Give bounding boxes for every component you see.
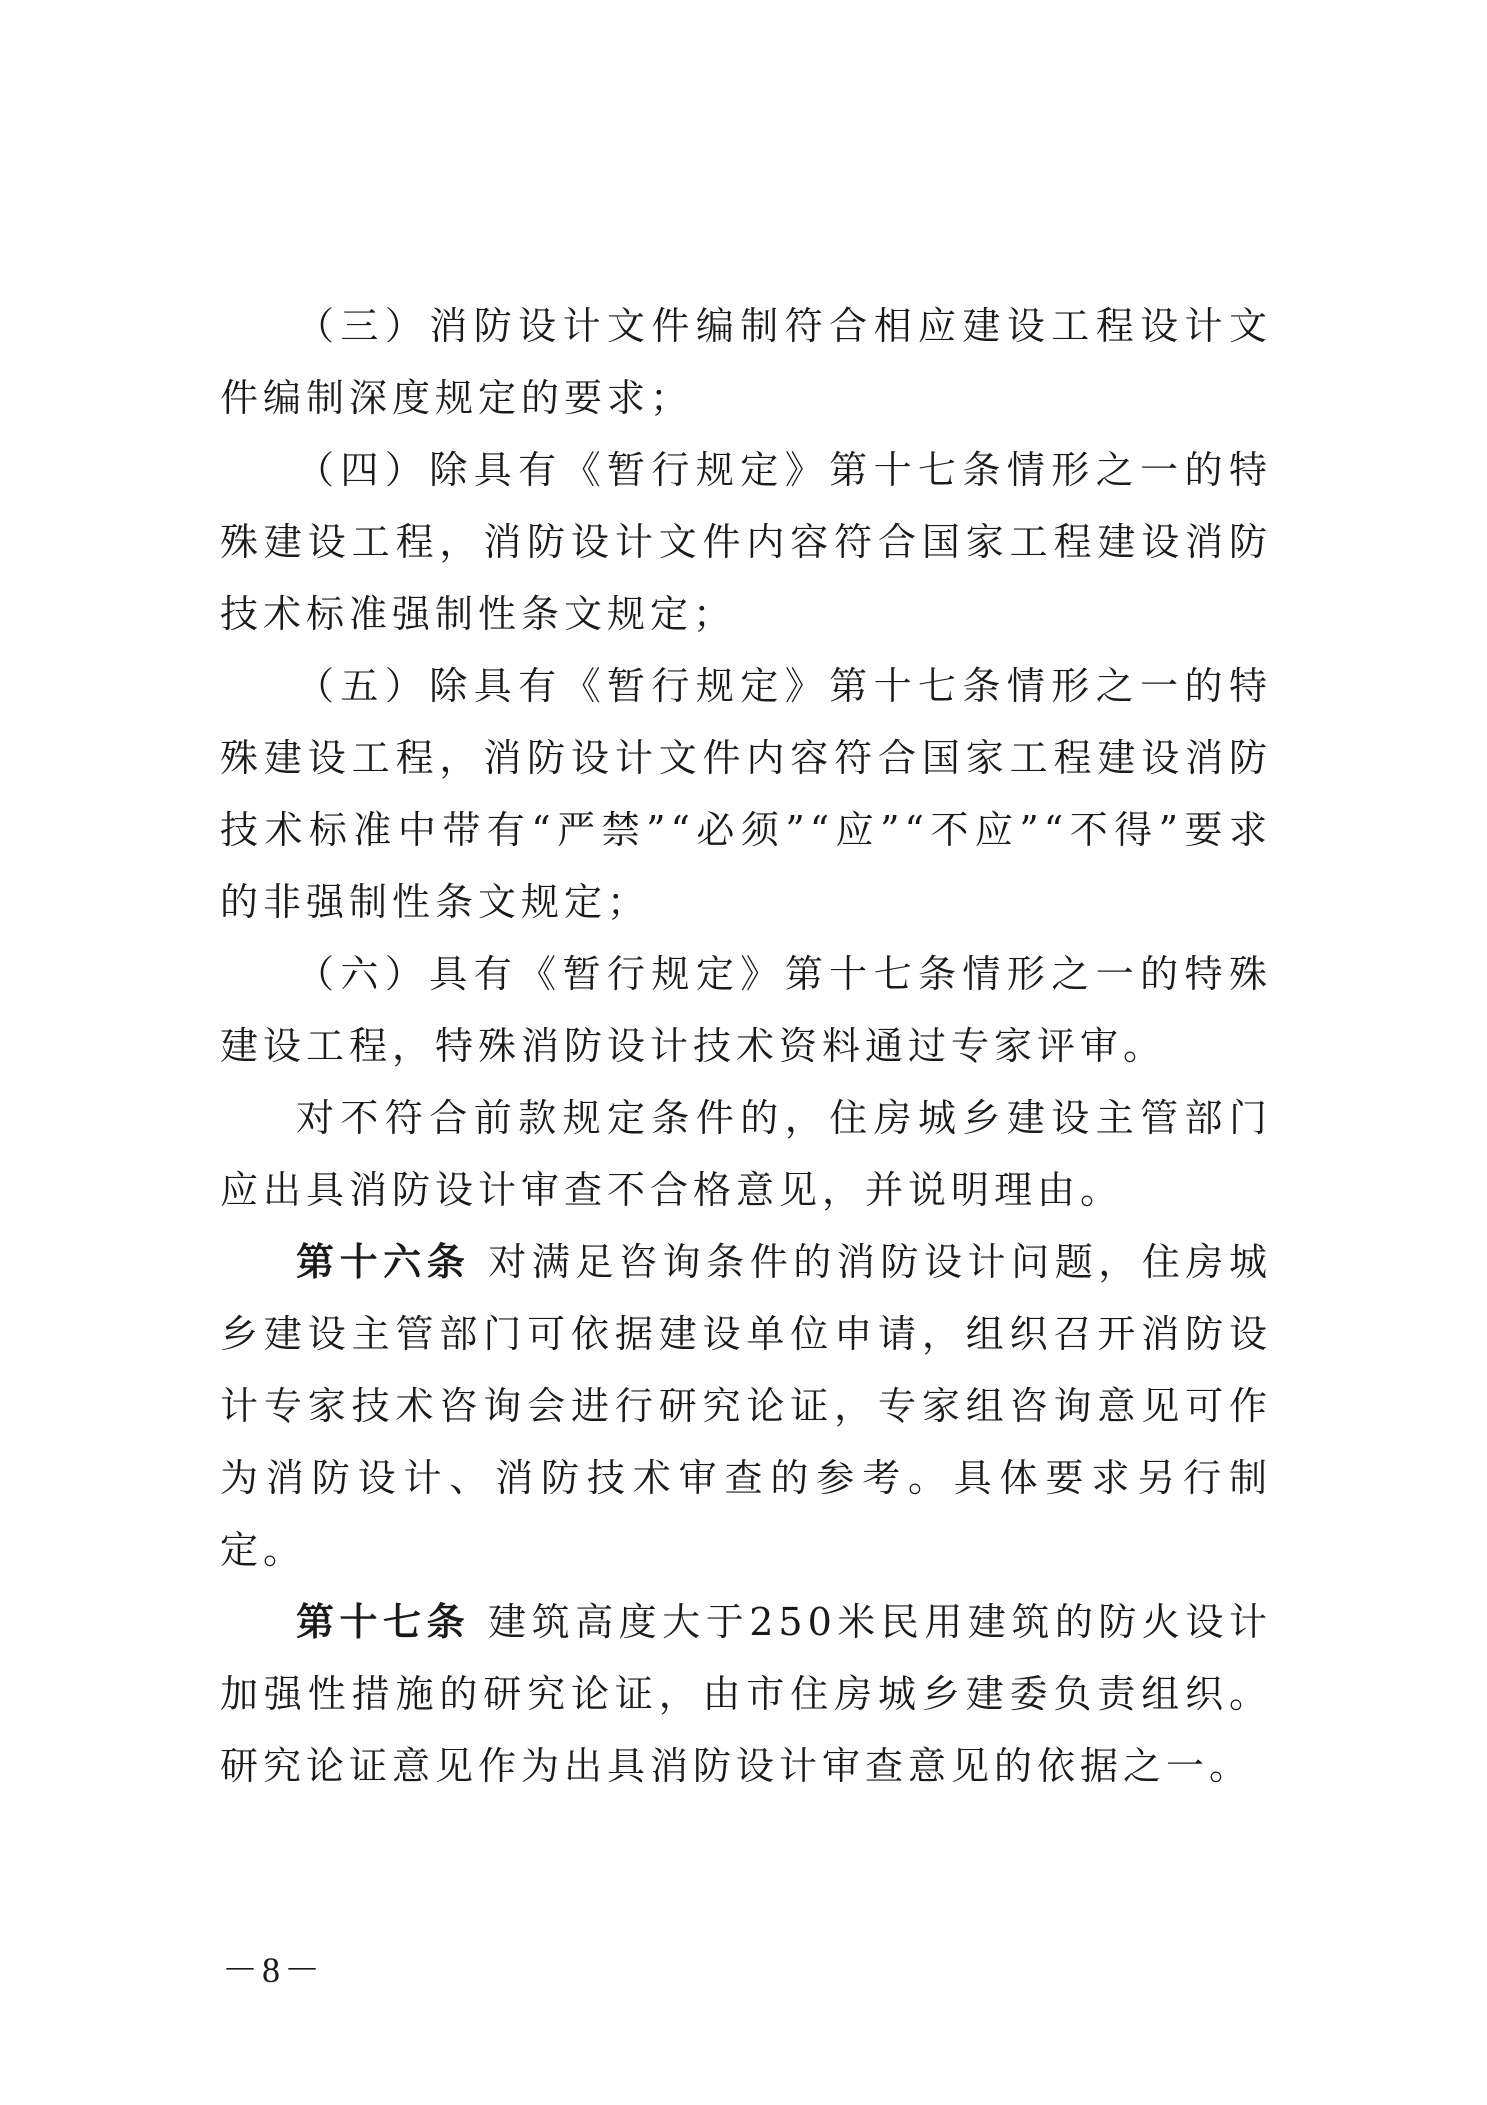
paragraph-item-6 [220,938,1272,1082]
paragraph-item-3 [220,290,1272,434]
paragraph-text: （三）消防设计文件编制符合相应建设工程设计文件编制深度规定的要求； [220,304,1272,420]
paragraph-text: （五）除具有《暂行规定》第十七条情形之一的特殊建设工程，消防设计文件内容符合国家工程建设消防技术标准中带有“严禁”“必须”“应”“不应”“不得”要求的非强制性条文规定； [220,664,1272,924]
article-17 [220,1586,1272,1802]
article-text: 建筑高度大于250米民用建筑的防火设计加强性措施的研究论证，由市住房城乡建委负责组织。研究论证意见作为出具消防设计审查意见的依据之一。 [220,1600,1272,1788]
article-heading: 第十七条 [296,1600,471,1644]
article-16 [220,1226,1272,1586]
paragraph-text: （四）除具有《暂行规定》第十七条情形之一的特殊建设工程，消防设计文件内容符合国家工程建设消防技术标准强制性条文规定； [220,448,1272,636]
paragraph-text: （六）具有《暂行规定》第十七条情形之一的特殊建设工程，特殊消防设计技术资料通过专家评审。 [220,952,1272,1068]
article-text: 对满足咨询条件的消防设计问题，住房城乡建设主管部门可依据建设单位申请，组织召开消防设计专家技术咨询会进行研究论证，专家组咨询意见可作为消防设计、消防技术审查的参考。具体要求另行制定。 [220,1240,1272,1572]
paragraph-nonconformity [220,1082,1272,1226]
page-number: －8－ [222,1950,325,1990]
document-body [220,290,1272,1802]
paragraph-item-5 [220,650,1272,938]
paragraph-item-4 [220,434,1272,650]
article-heading: 第十六条 [296,1240,471,1284]
paragraph-text: 对不符合前款规定条件的，住房城乡建设主管部门应出具消防设计审查不合格意见，并说明理由。 [220,1096,1272,1212]
